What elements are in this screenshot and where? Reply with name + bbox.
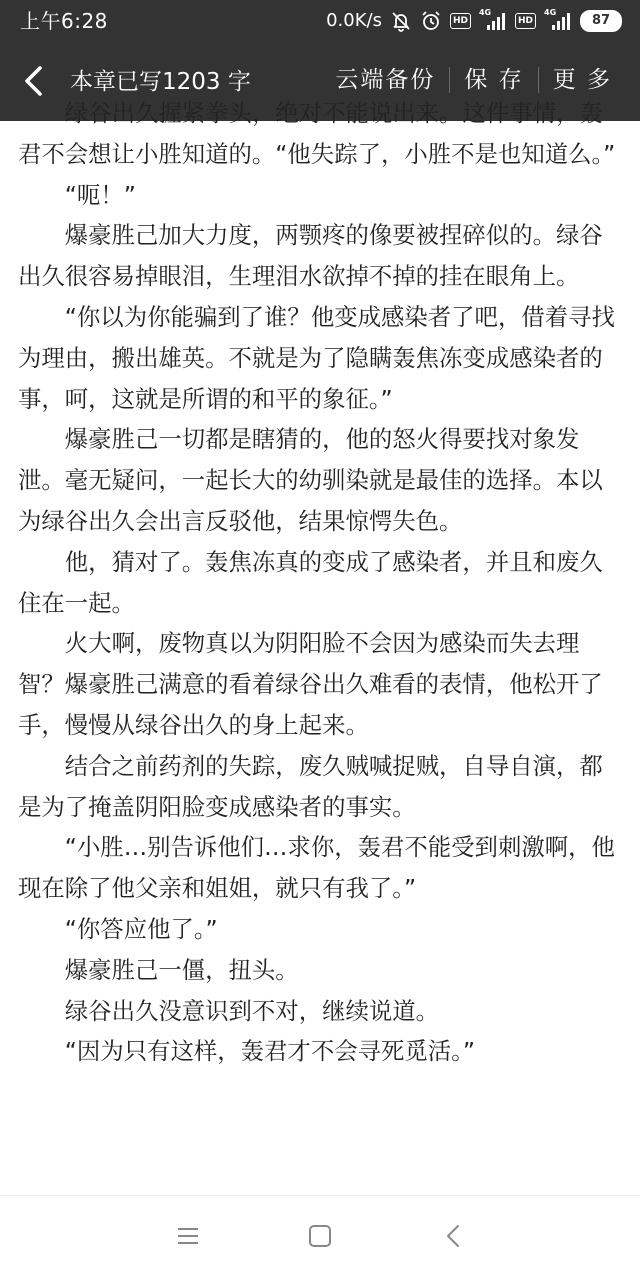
paragraph: 爆豪胜己一切都是瞎猜的，他的怒火得要找对象发泄。毫无疑问，一起长大的幼驯染就是最佳的选择。本以为绿谷出久会出言反驳他，结果惊愕失色。 xyxy=(18,425,603,535)
save-button[interactable]: 保 存 xyxy=(464,67,524,93)
status-indicators xyxy=(326,8,622,34)
paragraph: “因为只有这样，轰君才不会寻死觅活。” xyxy=(64,1037,475,1066)
paragraph: 火大啊，废物真以为阴阳脸不会因为感染而失去理智？爆豪胜己满意的看着绿谷出久难看的表情，他松开了手，慢慢从绿谷出久的身上起来。 xyxy=(18,629,603,739)
home-icon xyxy=(306,1222,334,1250)
signal-icon xyxy=(479,10,507,32)
paragraph: “小胜…别告诉他们…求你，轰君不能受到刺激啊，他现在除了他父亲和姐姐，就只有我了。” xyxy=(18,833,615,903)
editor-area[interactable] xyxy=(0,99,640,1195)
hd-icon: HD xyxy=(450,13,471,29)
home-button[interactable] xyxy=(306,1222,334,1250)
paragraph: “你答应他了。” xyxy=(64,914,218,943)
battery-icon: 87 xyxy=(580,10,622,32)
signal-icon xyxy=(544,10,572,32)
paragraph: 绿谷出久没意识到不对，继续说道。 xyxy=(64,996,440,1025)
word-count-title: 本章已写1203 字 xyxy=(70,69,251,95)
mute-bell-icon xyxy=(390,10,412,32)
paragraph: “呃！” xyxy=(64,180,136,209)
cloud-backup-button[interactable]: 云端备份 xyxy=(335,67,436,93)
paragraph: “你以为你能骗到了谁？他变成感染者了吧，借着寻找为理由，搬出雄英。不就是为了隐瞒轰焦冻变成感染者的事，呵，这就是所谓的和平的象征。” xyxy=(18,302,615,413)
paragraph: 爆豪胜己一僵，扭头。 xyxy=(64,955,299,984)
network-type-label: 4G xyxy=(544,8,557,17)
paragraph: 绿谷出久握紧拳头，绝对不能说出来。这件事情，轰君不会想让小胜知道的。“他失踪了，小胜不是也知道么。” xyxy=(18,99,616,168)
menu-icon xyxy=(174,1222,202,1250)
system-back-button[interactable] xyxy=(440,1222,468,1250)
hd-icon: HD xyxy=(515,13,536,29)
more-button[interactable]: 更 多 xyxy=(552,67,612,93)
alarm-clock-icon xyxy=(420,10,442,32)
network-type-label: 4G xyxy=(478,8,492,17)
status-time: 上午6:28 xyxy=(20,9,108,33)
network-speed: 0.0K/s xyxy=(326,10,382,31)
navigation-bar xyxy=(0,1195,640,1281)
paragraph: 结合之前药剂的失踪，废久贼喊捉贼，自导自演，都是为了掩盖阴阳脸变成感染者的事实。 xyxy=(18,751,603,821)
chapter-text[interactable] xyxy=(18,93,618,1072)
menu-button[interactable] xyxy=(174,1222,202,1250)
paragraph: 他，猜对了。轰焦冻真的变成了感染者，并且和废久住在一起。 xyxy=(18,547,603,617)
status-bar xyxy=(0,0,640,42)
paragraph: 爆豪胜己加大力度，两颚疼的像要被捏碎似的。绿谷出久很容易掉眼泪，生理泪水欲掉不掉的挂在眼角上。 xyxy=(18,221,603,291)
back-icon xyxy=(440,1222,468,1250)
